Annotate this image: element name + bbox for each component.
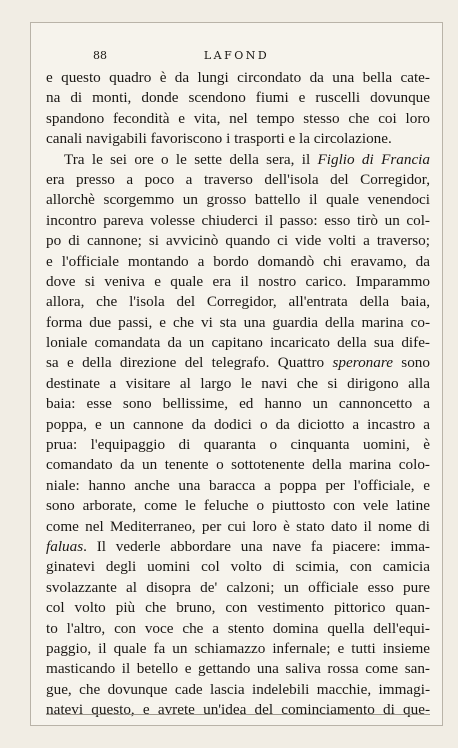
running-head: LAFOND <box>203 49 270 62</box>
text-line <box>46 150 430 170</box>
text-line: come nel Mediterraneo, per cui loro è stato dato il nome di <box>46 517 430 535</box>
text-run: sono <box>392 354 430 372</box>
body-text <box>46 68 430 721</box>
page-number: 88 <box>93 49 107 62</box>
text-line: canali navigabili favoriscono i trasporti e la circolazione. <box>46 130 392 148</box>
text-line: prua: l'equipaggio di quaranta o cinquanta uomini, è <box>46 436 430 454</box>
text-run: sa e della direzione del telegrafo. Quattro <box>46 354 333 372</box>
text-line: na di monti, donde scendono fiumi e ruscelli dovunque <box>46 89 430 107</box>
text-line: dove si veniva e quale era il nostro carico. Imparammo <box>46 272 430 290</box>
text-line: ginatevi degli uomini col volto di scimia, con camicia <box>46 558 430 576</box>
text-line: paggio, il quale fa un schiamazzo infernale; e tutti insieme <box>46 639 430 657</box>
text-line: era presso a poco a traverso dell'isola del Corregidor, <box>46 170 430 188</box>
text-line: natevi questo, e avrete un'idea del cominciamento di que- <box>46 701 430 719</box>
italic-term: faluas <box>46 537 84 555</box>
text-line: e l'officiale montando a bordo domandò chi eravamo, da <box>46 252 430 270</box>
text-line: po di cannone; si avvicinò quando ci vide volti a traverso; <box>46 232 430 250</box>
text-line: allorchè scorgemmo un grosso battello il quale venendoci <box>46 191 430 209</box>
text-run: . Il vederle abbordare una nave fa piacere: imma- <box>83 537 430 555</box>
text-line: sono arborate, come le feluche o piuttosto con vele latine <box>46 497 430 515</box>
text-line: forma due passi, e che vi sta una guardia della marina co- <box>46 313 430 331</box>
text-line: comandato da un tenente o sottotenente della marina colo- <box>46 456 430 474</box>
footer-rule <box>46 714 430 715</box>
text-line: baia: esse sono bellissime, ed hanno un cannoncetto a <box>46 395 430 413</box>
text-line: svolazzante al disopra de' calzoni; un officiale esso pure <box>46 578 430 596</box>
text-line: allora, che l'isola del Corregidor, all'entrata della baia, <box>46 293 430 311</box>
text-line: gue, che dovunque cade lascia indelebili macchie, immagi- <box>46 680 430 698</box>
text-line: loniale comandata da un capitano incaricato della sua dife- <box>46 334 430 352</box>
text-line: to l'altro, con voce che a stento domina quella dell'equi- <box>46 619 430 637</box>
text-line: spandono fecondità e vita, nel tempo stesso che coi loro <box>46 109 430 127</box>
text-line: col volto più che bruno, con vestimento pittorico quan- <box>46 599 430 617</box>
italic-term: speronare <box>332 354 393 372</box>
text-line: niale: hanno anche una baracca a poppa per l'officiale, e <box>46 476 430 494</box>
book-page <box>30 22 443 726</box>
text-line <box>46 353 430 373</box>
italic-title: Figlio di Francia <box>317 150 430 168</box>
text-line: masticando il betello e gettando una saliva rossa come san- <box>46 660 430 678</box>
page-header <box>47 49 426 67</box>
text-run: Tra le sei ore o le sette della sera, il <box>64 150 318 168</box>
text-line: incontro pareva volesse chiuderci il passo: esso tirò un col- <box>46 211 430 229</box>
text-line: e questo quadro è da lungi circondato da una bella cate- <box>46 69 430 86</box>
text-line: destinate a visitare al largo le navi che si dirigono alla <box>46 374 430 392</box>
text-line <box>46 537 430 557</box>
text-line: poppa, e un cannone da dodici o da diciotto a incastro a <box>46 415 430 433</box>
